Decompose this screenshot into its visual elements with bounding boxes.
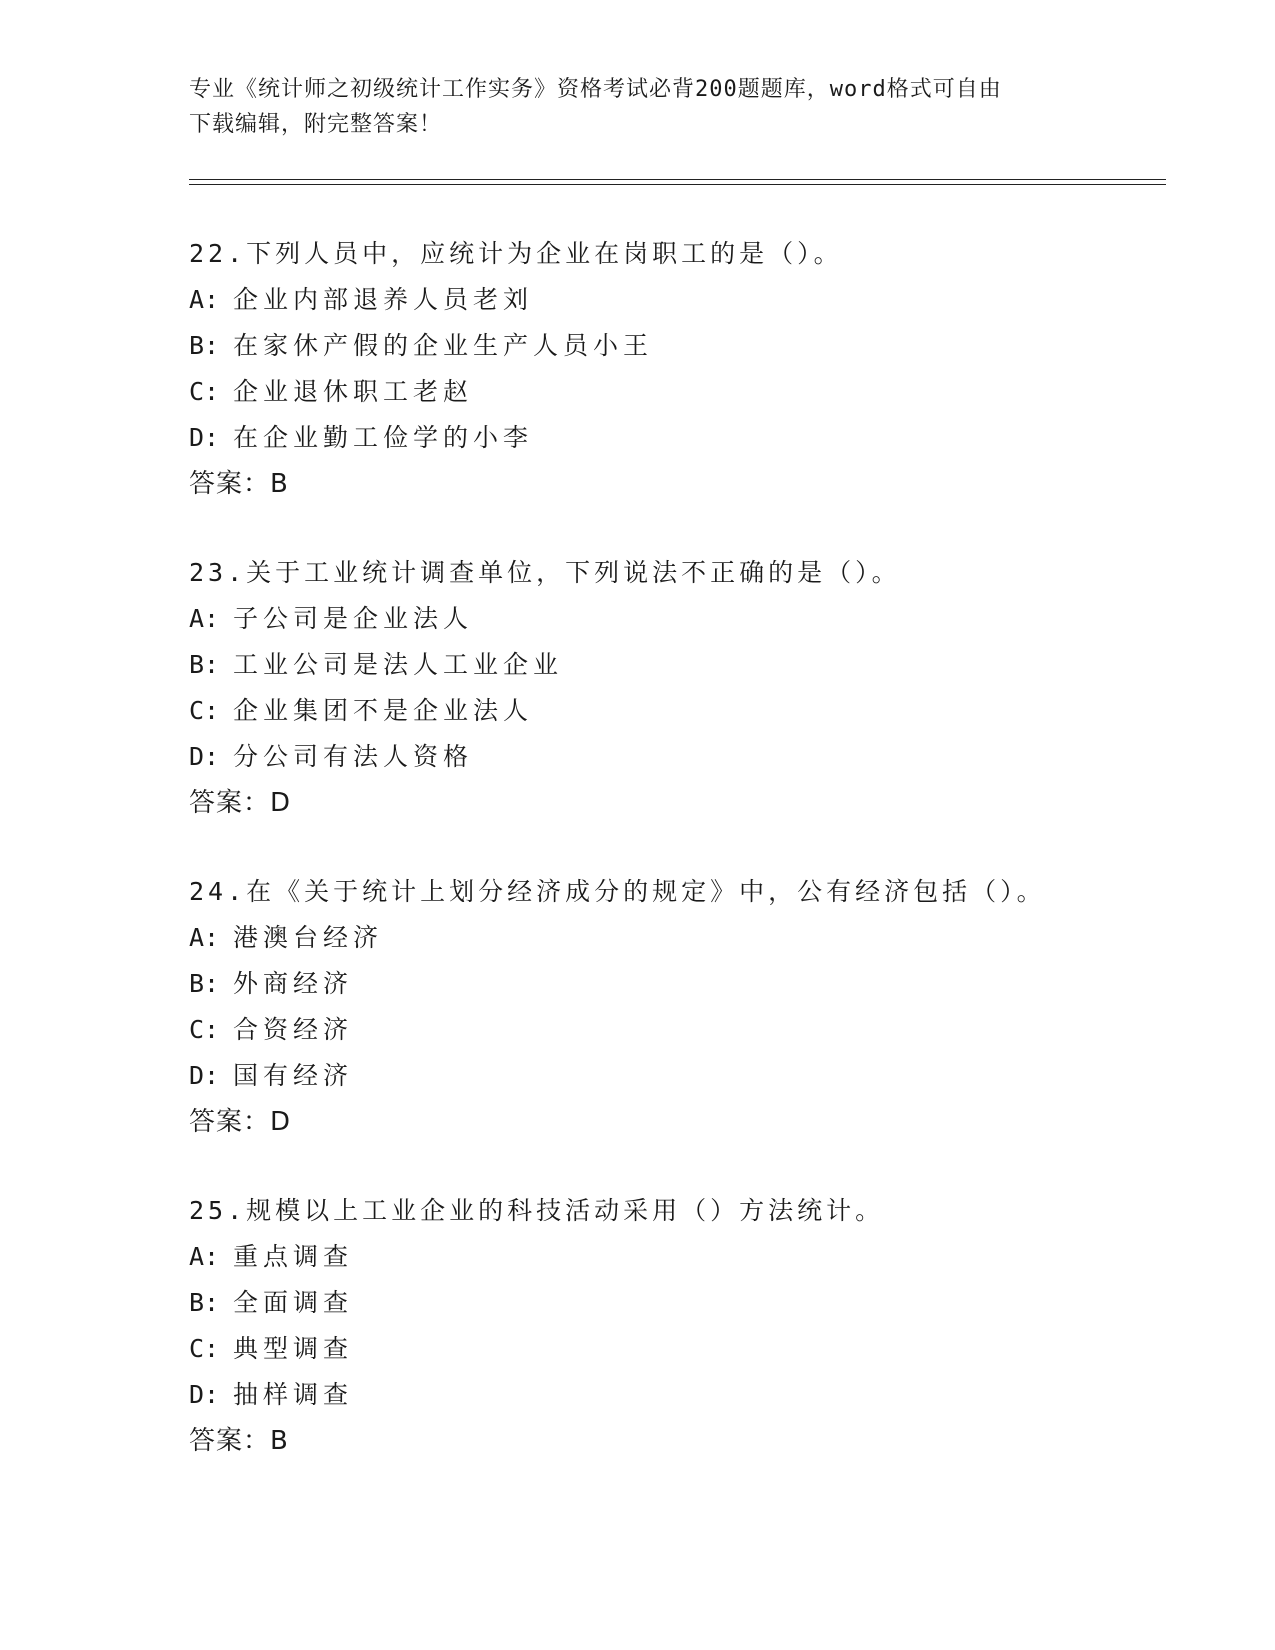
option-text: 企业内部退养人员老刘	[233, 285, 534, 314]
answer-label: 答案：B	[189, 1426, 289, 1456]
option-key: B:	[189, 1288, 220, 1317]
option-text: 抽样调查	[233, 1380, 354, 1409]
answer-label: 答案：D	[189, 788, 292, 818]
option-d	[189, 415, 1169, 461]
option-a	[189, 915, 1169, 961]
option-key: D:	[189, 1380, 220, 1409]
option-a	[189, 596, 1169, 642]
option-d	[189, 734, 1169, 780]
question-24	[189, 869, 1169, 1145]
option-text: 在企业勤工俭学的小李	[233, 423, 534, 452]
option-text: 合资经济	[233, 1015, 354, 1044]
option-text: 典型调查	[233, 1334, 354, 1363]
option-key: D:	[189, 1061, 220, 1090]
option-key: A:	[189, 923, 220, 952]
option-text: 重点调查	[233, 1242, 354, 1271]
option-d	[189, 1053, 1169, 1099]
option-key: C:	[189, 377, 220, 406]
header-divider-top	[189, 179, 1166, 180]
option-a	[189, 277, 1169, 323]
answer-label: 答案：B	[189, 469, 289, 499]
option-c	[189, 1007, 1169, 1053]
header-divider-bottom	[189, 184, 1166, 185]
option-c	[189, 369, 1169, 415]
option-key: C:	[189, 1334, 220, 1363]
option-key: B:	[189, 331, 220, 360]
option-key: B:	[189, 969, 220, 998]
option-key: D:	[189, 742, 220, 771]
option-text: 分公司有法人资格	[233, 742, 474, 771]
option-text: 企业集团不是企业法人	[233, 696, 534, 725]
option-a	[189, 1234, 1169, 1280]
option-c	[189, 1326, 1169, 1372]
header-line-1: 专业《统计师之初级统计工作实务》资格考试必背200题题库，word格式可自由	[189, 77, 1002, 102]
option-key: D:	[189, 423, 220, 452]
option-key: A:	[189, 604, 220, 633]
header-line-2: 下载编辑，附完整答案！	[189, 112, 443, 137]
option-text: 全面调查	[233, 1288, 354, 1317]
option-key: C:	[189, 1015, 220, 1044]
option-c	[189, 688, 1169, 734]
option-key: A:	[189, 285, 220, 314]
document-header	[189, 72, 1089, 142]
option-b	[189, 323, 1169, 369]
option-key: A:	[189, 1242, 220, 1271]
option-text: 在家休产假的企业生产人员小王	[233, 331, 654, 360]
question-25	[189, 1188, 1169, 1464]
answer-label: 答案：D	[189, 1107, 292, 1137]
option-text: 国有经济	[233, 1061, 354, 1090]
option-text: 港澳台经济	[233, 923, 384, 952]
question-stem: 23.关于工业统计调查单位，下列说法不正确的是（）。	[189, 558, 901, 587]
option-key: B:	[189, 650, 220, 679]
option-text: 外商经济	[233, 969, 354, 998]
option-b	[189, 642, 1169, 688]
option-text: 企业退休职工老赵	[233, 377, 474, 406]
option-key: C:	[189, 696, 220, 725]
question-stem: 24.在《关于统计上划分经济成分的规定》中，公有经济包括（）。	[189, 877, 1046, 906]
question-23	[189, 550, 1169, 826]
option-b	[189, 961, 1169, 1007]
question-stem: 22.下列人员中，应统计为企业在岗职工的是（）。	[189, 239, 843, 268]
option-b	[189, 1280, 1169, 1326]
option-d	[189, 1372, 1169, 1418]
question-22	[189, 231, 1169, 507]
option-text: 工业公司是法人工业企业	[233, 650, 564, 679]
question-stem: 25.规模以上工业企业的科技活动采用（）方法统计。	[189, 1196, 885, 1225]
option-text: 子公司是企业法人	[233, 604, 474, 633]
